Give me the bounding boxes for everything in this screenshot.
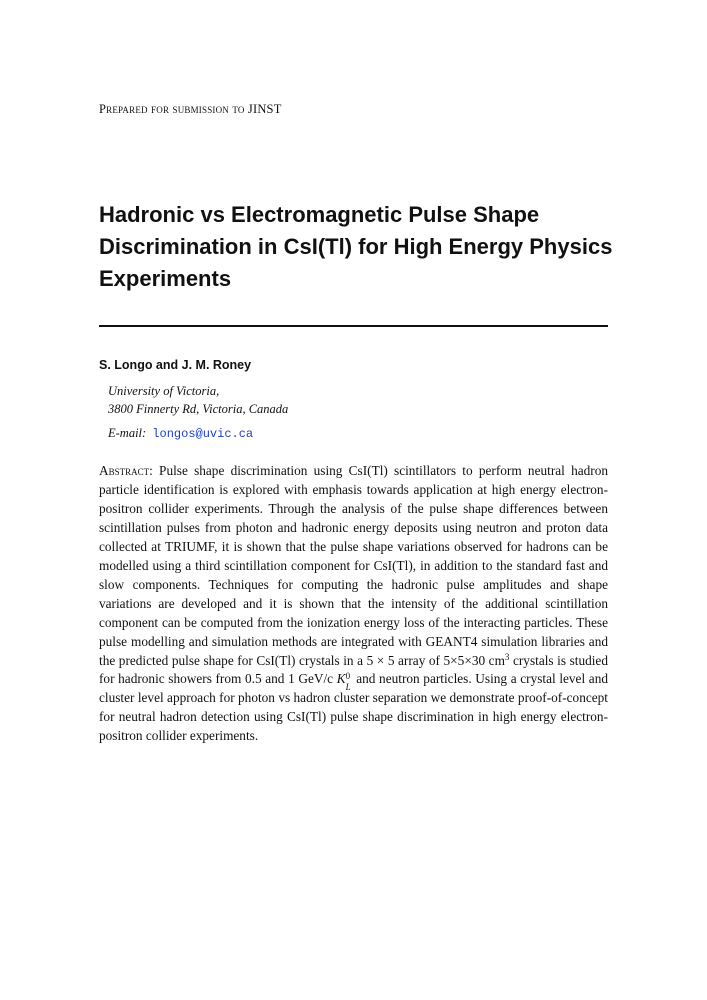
kaon-subscript: L <box>345 682 351 693</box>
email-link[interactable]: longos@uvic.ca <box>152 427 254 441</box>
author-list: S. Longo and J. M. Roney <box>99 358 252 372</box>
affiliation-line-2: 3800 Finnerty Rd, Victoria, Canada <box>108 402 289 416</box>
paper-title: Hadronic vs Electromagnetic Pulse Shape Discrimination in CsI(Tl) for High Energy Physics Experiments <box>99 202 613 291</box>
kaon-symbol <box>336 671 353 693</box>
abstract-text-3: and neutron particles. Using a crystal level and cluster level approach for photon vs hadron cluster separation we demonstrate proof-of-concept for neutral hadron detection using CsI(Tl) pulse shape discrimination in high energy electron-positron collider experiments. <box>99 671 608 744</box>
kaon-superscript: 0 <box>345 671 351 682</box>
submission-header: Prepared for submission to JINST <box>99 102 282 116</box>
affiliation-line-1: University of Victoria, <box>108 384 220 398</box>
kaon-letter: K <box>336 671 346 687</box>
cubic-exponent: 3 <box>504 651 510 662</box>
email-label: E-mail: <box>108 426 147 440</box>
abstract-heading: Abstract: <box>99 463 153 478</box>
abstract-text-1: Pulse shape discrimination using CsI(Tl) scintillators to perform neutral hadron particle identification is explored with emphasis towards application at high energy electron-positron collider experiments. Through the analysis of the pulse shape differences between scintillation pulses from photon and hadronic energy deposits using neutron and proton data collected at TRIUMF, it is shown that the pulse shape variations observed for hadrons can be modelled using a third scintillation component for CsI(Tl), in addition to the standard fast and slow components. Techniques for computing the hadronic pulse amplitudes and shape variations are developed and it is shown that the intensity of the additional scintillation component can be computed from the ionization energy loss of the interacting particles. These pulse modelling and simulation methods are integrated with GEANT4 simulation libraries and the predicted pulse shape for CsI(Tl) crystals in a 5 × 5 array of 5×5×30 cm <box>99 463 608 668</box>
title-rule <box>99 325 608 327</box>
contact-email <box>108 426 253 441</box>
abstract <box>99 462 608 746</box>
affiliation <box>108 382 288 418</box>
abstract-text-2: crystals is studied for hadronic showers from 0.5 and 1 GeV/c <box>99 652 608 687</box>
